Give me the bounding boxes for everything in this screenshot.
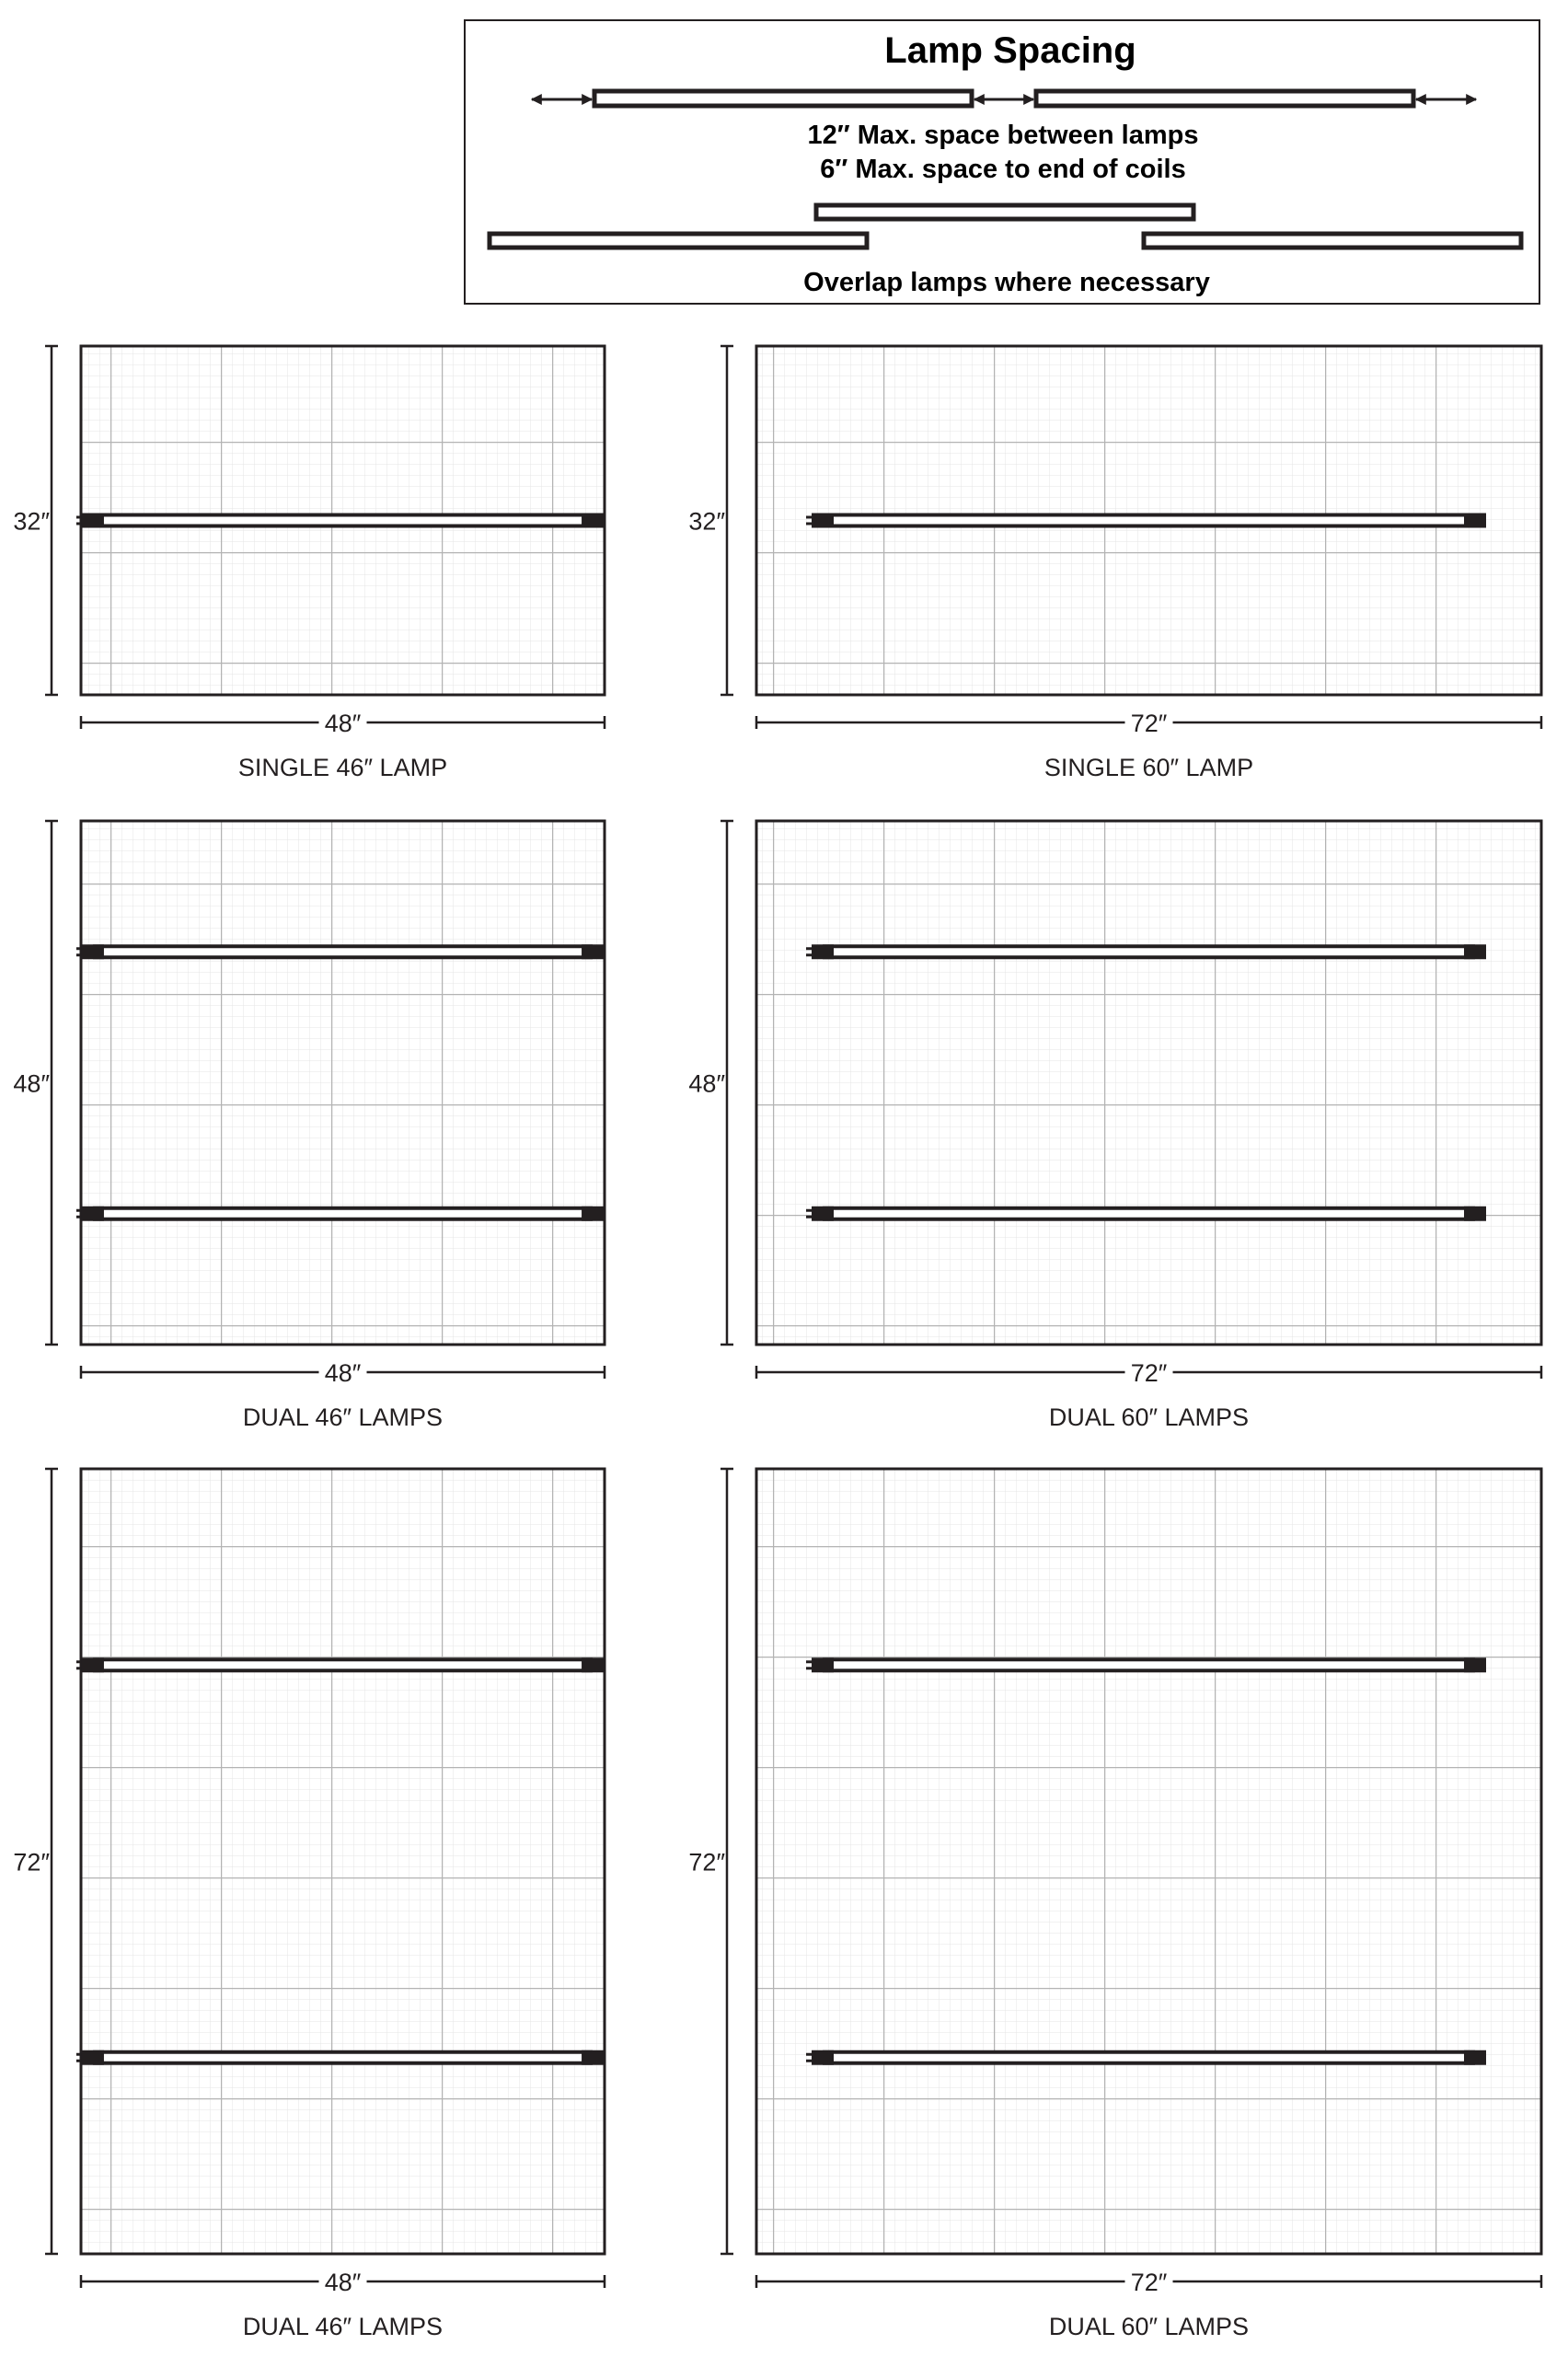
lamp <box>806 944 1486 959</box>
panel-dual-46-lamps-48 <box>13 821 605 1431</box>
lamp-end-cap <box>1464 514 1486 528</box>
legend-overlap-lamp-left <box>490 234 867 248</box>
lamp-pin <box>76 953 82 956</box>
lamp-spacing-legend <box>465 20 1539 304</box>
lamp <box>76 1657 604 1672</box>
lamp-pin <box>806 516 812 519</box>
major-grid <box>756 821 1541 1345</box>
height-label: 72″ <box>13 1848 50 1877</box>
width-label: 72″ <box>1130 1359 1168 1387</box>
lamp-tube <box>95 2052 591 2063</box>
lamp-end-cap <box>812 1207 834 1221</box>
lamp-pin <box>806 523 812 525</box>
legend-overlap: Overlap lamps where necessary <box>803 268 1210 297</box>
lamp <box>76 1207 604 1221</box>
lamp-tube <box>824 2052 1473 2063</box>
lamp-end-cap <box>812 514 834 528</box>
lamp <box>76 514 604 528</box>
lamp-end-cap <box>812 2050 834 2065</box>
lamp-pin <box>76 947 82 950</box>
panel-single-60-lamp <box>688 346 1541 781</box>
width-label: 48″ <box>324 1359 362 1387</box>
lamp-pin <box>806 2060 812 2062</box>
lamp-pin <box>76 1216 82 1218</box>
lamp-pin <box>76 523 82 525</box>
lamp-end-cap <box>82 944 104 959</box>
lamp-pin <box>76 2060 82 2062</box>
lamp-end-cap <box>582 1207 604 1221</box>
lamp-end-cap <box>82 1207 104 1221</box>
lamp-pin <box>76 2053 82 2056</box>
lamp-tube <box>95 946 591 957</box>
height-label: 48″ <box>688 1069 725 1098</box>
width-label: 72″ <box>1130 2269 1168 2296</box>
lamp-tube <box>95 1659 591 1670</box>
height-label: 72″ <box>688 1848 725 1877</box>
lamp-pin <box>806 1667 812 1669</box>
panel-caption: SINGLE 46″ LAMP <box>237 754 448 781</box>
lamp-end-cap <box>1464 1657 1486 1672</box>
panel-dual-60-lamps-72 <box>688 1469 1541 2340</box>
lamp-tube <box>824 946 1473 957</box>
lamp-pin <box>76 516 82 519</box>
lamp-tube <box>824 515 1473 526</box>
lamp-pin <box>806 1209 812 1212</box>
major-grid <box>81 821 605 1345</box>
height-label: 32″ <box>688 507 725 536</box>
legend-overlap-lamp-top <box>816 205 1193 219</box>
height-label: 32″ <box>13 507 50 536</box>
height-label: 48″ <box>13 1069 50 1098</box>
panel-caption: DUAL 60″ LAMPS <box>1048 2313 1250 2340</box>
lamp-pin <box>76 1209 82 1212</box>
lamp-pin <box>806 953 812 956</box>
lamp-end-cap <box>812 1657 834 1672</box>
lamp <box>806 1657 1486 1672</box>
lamp <box>806 1207 1486 1221</box>
lamp-tube <box>95 1208 591 1219</box>
legend-lamp <box>1036 91 1413 106</box>
panel-dual-46-lamps-72 <box>13 1469 605 2340</box>
lamp-pin <box>806 1660 812 1663</box>
lamp-pin <box>806 1216 812 1218</box>
lamp-pin <box>806 947 812 950</box>
lamp-end-cap <box>82 2050 104 2065</box>
lamp <box>76 2050 604 2065</box>
width-label: 72″ <box>1130 710 1168 737</box>
lamp-end-cap <box>582 2050 604 2065</box>
panel-caption: SINGLE 60″ LAMP <box>1043 754 1254 781</box>
lamp-pin <box>806 2053 812 2056</box>
lamp-end-cap <box>82 1657 104 1672</box>
lamp-end-cap <box>1464 2050 1486 2065</box>
panel-caption: DUAL 60″ LAMPS <box>1048 1403 1250 1431</box>
lamp-pin <box>76 1660 82 1663</box>
legend-max-between: 12″ Max. space between lamps <box>807 121 1199 150</box>
lamp-end-cap <box>582 944 604 959</box>
panel-caption: DUAL 46″ LAMPS <box>242 1403 444 1431</box>
legend-max-end: 6″ Max. space to end of coils <box>820 155 1186 184</box>
lamp-end-cap <box>1464 1207 1486 1221</box>
legend-title: Lamp Spacing <box>884 30 1136 71</box>
lamp-end-cap <box>82 514 104 528</box>
panel-caption: DUAL 46″ LAMPS <box>242 2313 444 2340</box>
lamp-tube <box>824 1208 1473 1219</box>
lamp <box>806 514 1486 528</box>
lamp-end-cap <box>582 1657 604 1672</box>
lamp-end-cap <box>582 514 604 528</box>
lamp <box>76 944 604 959</box>
legend-lamp <box>594 91 972 106</box>
lamp-end-cap <box>812 944 834 959</box>
width-label: 48″ <box>324 710 362 737</box>
major-grid <box>81 1469 605 2254</box>
width-label: 48″ <box>324 2269 362 2296</box>
panel-single-46-lamp <box>13 346 605 781</box>
panel-dual-60-lamps-48 <box>688 821 1541 1431</box>
lamp-end-cap <box>1464 944 1486 959</box>
major-grid <box>756 1469 1541 2254</box>
lamp-tube <box>824 1659 1473 1670</box>
lamp-pin <box>76 1667 82 1669</box>
lamp <box>806 2050 1486 2065</box>
lamp-tube <box>95 515 591 526</box>
legend-overlap-lamp-right <box>1144 234 1521 248</box>
